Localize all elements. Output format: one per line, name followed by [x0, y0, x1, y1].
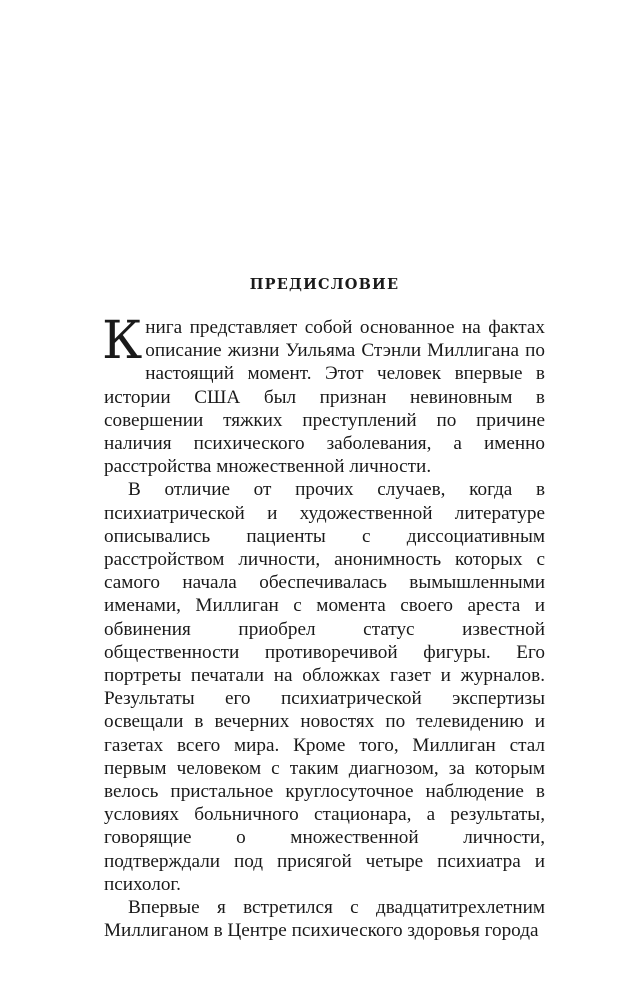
paragraph-1-text: нига представляет собой основанное на фактах описание жизни Уильяма Стэнли Миллигана по настоящий момент. Этот человек впервые в истории США был признан невиновным в совершении тяжких преступлений по причине наличия психического заболевания, а именно расстройства множественной личности. — [104, 317, 545, 478]
body-text — [102, 311, 545, 942]
paragraph-3: Впервые я встретился с двадцатитрехлетним Миллиганом в Центре психического здоровья города — [104, 897, 545, 942]
chapter-heading: ПРЕДИСЛОВИЕ — [249, 276, 400, 293]
paragraph-2: В отличие от прочих случаев, когда в психиатрической и художественной литературе описывались пациенты с диссоциативным расстройством личности, анонимность которых с самого начала обеспечивалась вымышленными именами, Миллиган с момента своего ареста и обвинения приобрел статус известной общественности противоречивой фигуры. Его портреты печатали на обложках газет и журналов. Результаты его психиатрической экспертизы освещали в вечерних новостях по телевидению и газетах всего мира. Кроме того, Миллиган стал первым человеком с таким диагнозом, за которым велось пристальное круглосуточное наблюдение в условиях больничного стационара, а результаты, говорящие о множественной личности, подтверждали под присягой четыре психиатра и психолог. — [104, 479, 545, 895]
paragraph-1 — [102, 311, 545, 478]
book-page — [104, 0, 545, 1001]
drop-cap: К — [102, 311, 143, 371]
